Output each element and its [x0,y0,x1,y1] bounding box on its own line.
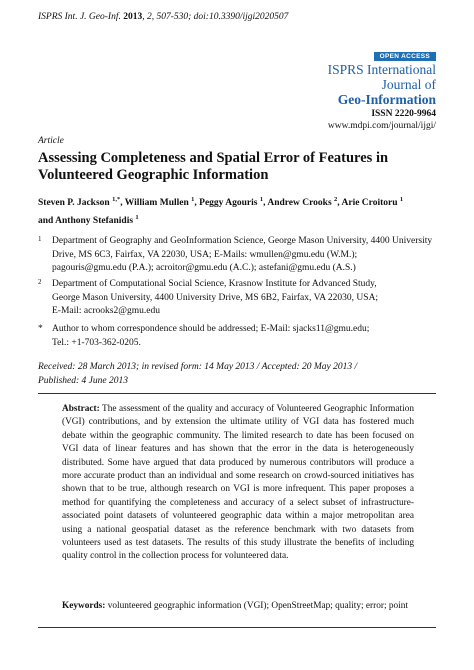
author-line-1: Steven P. Jackson $^{1,*}$, William Mullen $^1$, Peggy Agouris $^1$, Andrew Crooks $^2$, Arie Croitoru $^1$ [38,196,404,209]
affiliation-line: George Mason University, 4400 University Drive, MS 6B2, Fairfax, VA 22030, USA; [52,292,379,303]
author-name: Steven P. Jackson [38,198,110,209]
affiliation-number: 2 [38,278,42,286]
affiliation-line: Drive, MS 6C3, Fairfax, VA 22030, USA; E-Mails: wmullen@gmu.edu (W.M.); [52,249,358,260]
correspondence-line: Author to whom correspondence should be addressed; E-Mail: sjacks11@gmu.edu; [52,324,370,334]
article-type: Article [38,136,64,146]
author-affil-marker: 2 [334,196,338,203]
author-line-2 [38,211,438,229]
citation-details: , 2, 507-530; doi:10.3390/ijgi2020507 [142,12,289,22]
correspondence-marker: * [38,324,43,334]
author-affil-marker: 1 [191,196,195,203]
keywords [62,600,414,613]
affiliation-line: Department of Computational Social Science, Krasnow Institute for Advanced Study, [52,279,377,289]
author-name: William Mullen [124,198,189,209]
publication-dates [38,361,438,388]
title-line-1: Assessing Completeness and Spatial Error of Features in [38,150,389,166]
journal-title-line-1: ISPRS International [327,62,436,77]
dates-line-1: Received: 28 March 2013; in revised form: 14 May 2013 / Accepted: 20 May 2013 / [38,362,358,372]
affiliation-number: 1 [38,235,42,243]
paper-title [38,150,438,184]
author-affil-marker: 1, [112,196,117,203]
author-name: and Anthony Stefanidis [38,215,134,226]
journal-abbrev: ISPRS Int. J. Geo-Inf. [38,12,121,22]
correspondence-line: Tel.: +1-703-362-0205. [52,337,141,348]
author-name: Arie Croitoru [341,198,398,209]
affiliation-line: E-Mail: acrooks2@gmu.edu [52,306,160,316]
affiliation-line: Department of Geography and GeoInformation Science, George Mason University, 4400 University [52,236,433,246]
journal-title-line-3: Geo-Information [337,92,436,107]
author-list [38,193,438,228]
affiliation-2 [38,278,438,319]
open-access-badge: OPEN ACCESS [374,52,436,61]
title-line-2: Volunteered Geographic Information [38,167,269,183]
abstract-label: Abstract: [62,404,100,414]
keywords-label: Keywords: [62,601,106,611]
citation-year: 2013 [123,12,143,22]
issn: ISSN 2220-9964 [371,109,436,119]
author-affil-marker: 1 [399,196,404,203]
dates-line-2: Published: 4 June 2013 [38,375,128,386]
author-affil-marker: 1 [259,196,264,203]
journal-url[interactable]: www.mdpi.com/journal/ijgi/ [327,121,436,131]
keywords-text: volunteered geographic information (VGI); OpenStreetMap; quality; error; point [107,601,408,611]
journal-title [328,62,436,107]
abstract [62,403,414,564]
affiliation-line: pagouris@gmu.edu (P.A.); acroitor@gmu.edu (A.C.); astefani@gmu.edu (A.S.) [52,263,356,273]
author-name: Andrew Crooks [267,198,332,209]
citation-line [38,12,288,22]
affiliation-1 [38,235,438,276]
abstract-bottom-rule [38,627,436,628]
abstract-text: The assessment of the quality and accuracy of Volunteered Geographic Information (VGI) contributions, and by extension the ultimate utility of VGI data has fostered much debate within the geographic community. The limited research to date has been focused on VGI data of linear features and has shown that the error in the data is heterogeneously distributed. Some have argued that data produced by numerous contributors will produce a more accurate product than an individual and some research on crowd-sourced initiatives has shown that to be true, although research on VGI is more infrequent. This paper proposes a method for quantifying the completeness and accuracy of a select subset of infrastructure-associated point datasets of volunteered geographic data within a major metropolitan area using a national geospatial dataset as the reference benchmark with two datasets from volunteers used as test datasets. The results of this study illustrate the benefits of including quality control in the collection process for volunteered data. [62,404,414,562]
correspondence-note [38,323,438,350]
abstract-top-rule [38,393,436,394]
author-affil-marker: 1 [135,213,139,221]
journal-title-line-2: Journal of [381,77,436,92]
author-name: Peggy Agouris [199,198,258,209]
